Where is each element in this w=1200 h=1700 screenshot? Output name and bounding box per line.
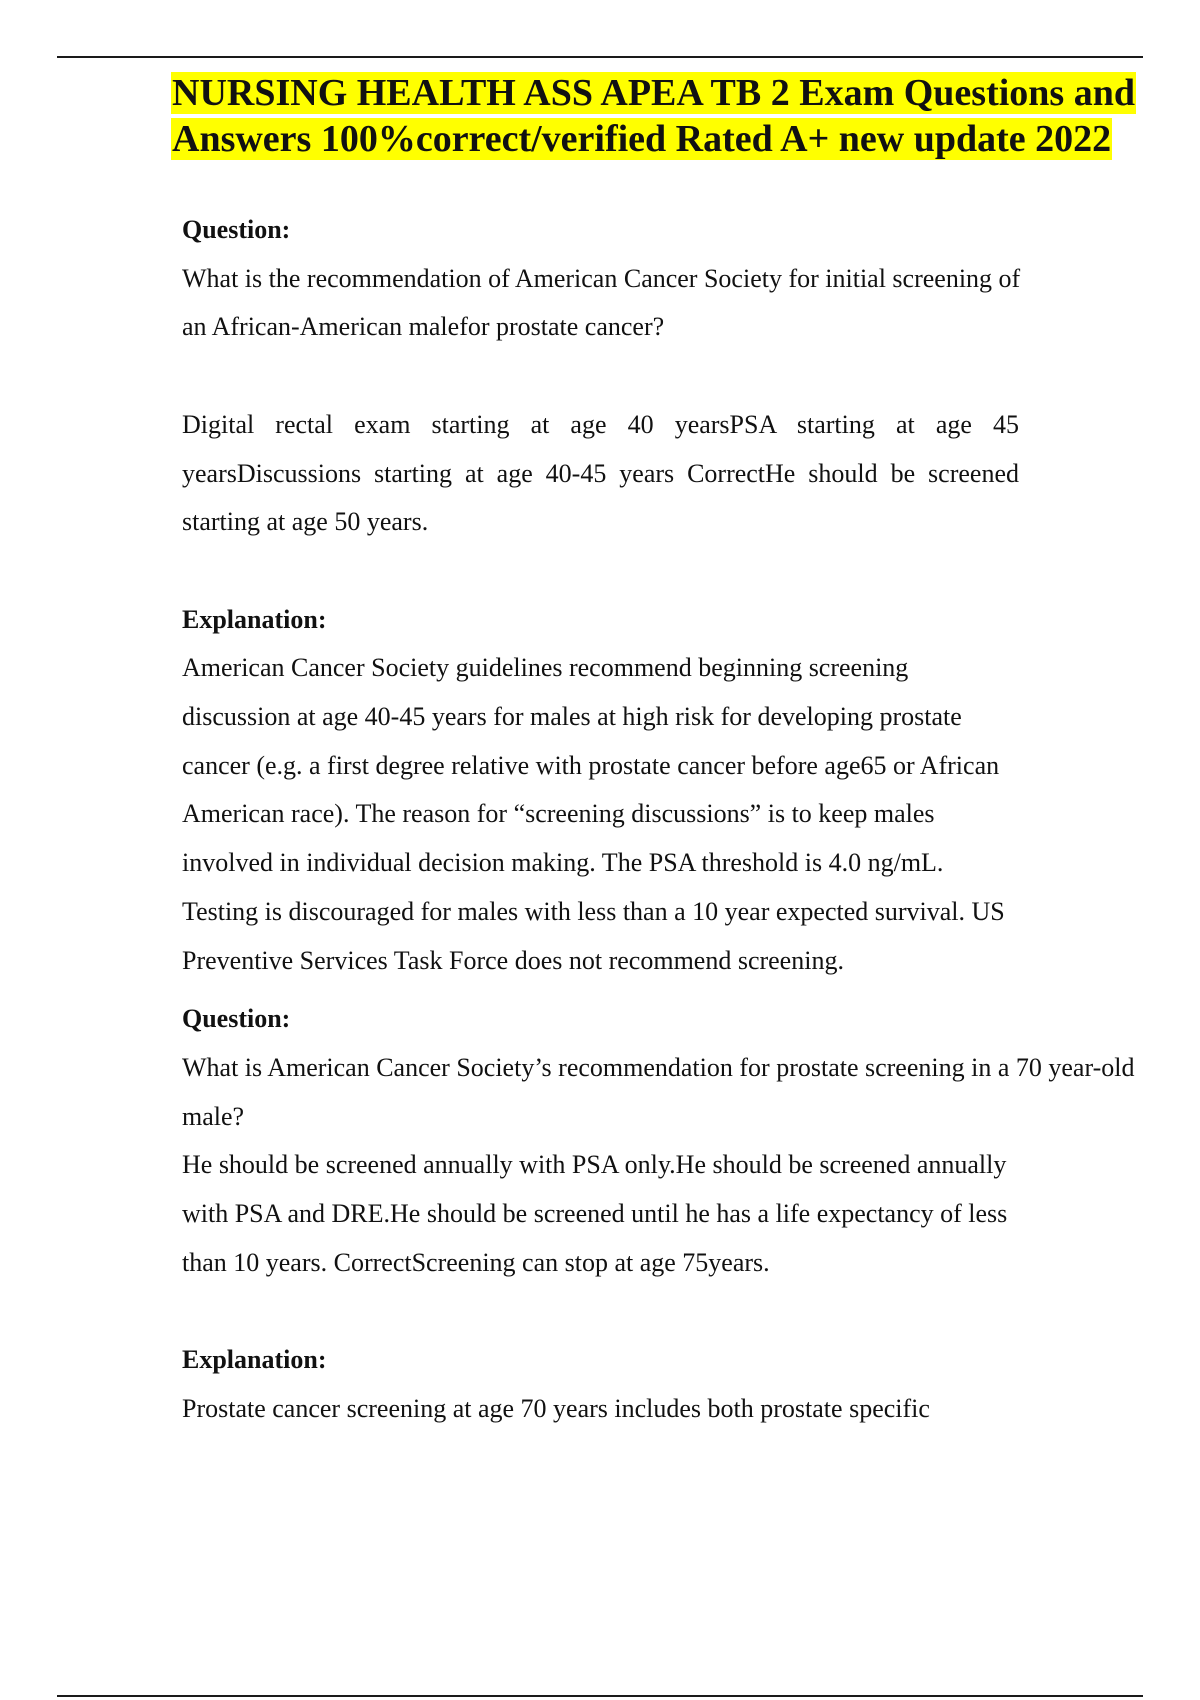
spacer	[182, 985, 1200, 995]
spacer	[182, 547, 1200, 596]
question-text-2-line-2: male?	[182, 1101, 245, 1131]
question-heading-1: Question:	[182, 215, 291, 244]
title-line-1: NURSING HEALTH ASS APEA TB 2 Exam Questions and	[172, 72, 1135, 114]
document-body	[182, 206, 1200, 1434]
bottom-rule	[57, 1695, 1143, 1697]
answer-options-1: Digital rectal exam starting at age 40 yearsPSA starting at age 45 yearsDiscussions starting at age 40-45 years CorrectHe should be screened starting at age 50 years.	[182, 409, 1019, 537]
top-rule	[57, 56, 1143, 58]
spacer	[182, 352, 1200, 401]
explanation-heading-2: Explanation:	[182, 1345, 327, 1375]
question-text-2-line-1: What is American Cancer Society’s recommendation for prostate screening in a 70 year-old	[182, 1052, 1135, 1082]
explanation-heading-1: Explanation:	[182, 604, 327, 634]
spacer	[182, 1287, 1200, 1336]
document-title	[171, 70, 1200, 162]
explanation-text-2: Prostate cancer screening at age 70 years includes both prostate specific	[182, 1393, 930, 1423]
question-text-1: What is the recommendation of American Cancer Society for initial screening of an African-American malefor prostate cancer?	[182, 263, 1021, 342]
question-heading-2: Question:	[182, 1004, 291, 1034]
explanation-text-1: American Cancer Society guidelines recommend beginning screening discussion at age 40-45 years for males at high risk for developing prostate cancer (e.g. a first degree relative with prostate cancer before age65 or African American race). The reason for “screening discussions” is to keep males involved in individual decision making. The PSA threshold is 4.0 ng/mL. Testing is discouraged for males with less than a 10 year expected survival. US Preventive Services Task Force does not recommend screening.	[182, 653, 1005, 975]
answer-options-2: He should be screened annually with PSA only.He should be screened annually with PSA and DRE.He should be screened until he has a life expectancy of less than 10 years. CorrectScreening can stop at age 75years.	[182, 1150, 1008, 1277]
title-line-2: Answers 100%correct/verified Rated A+ new update 2022	[172, 118, 1112, 160]
